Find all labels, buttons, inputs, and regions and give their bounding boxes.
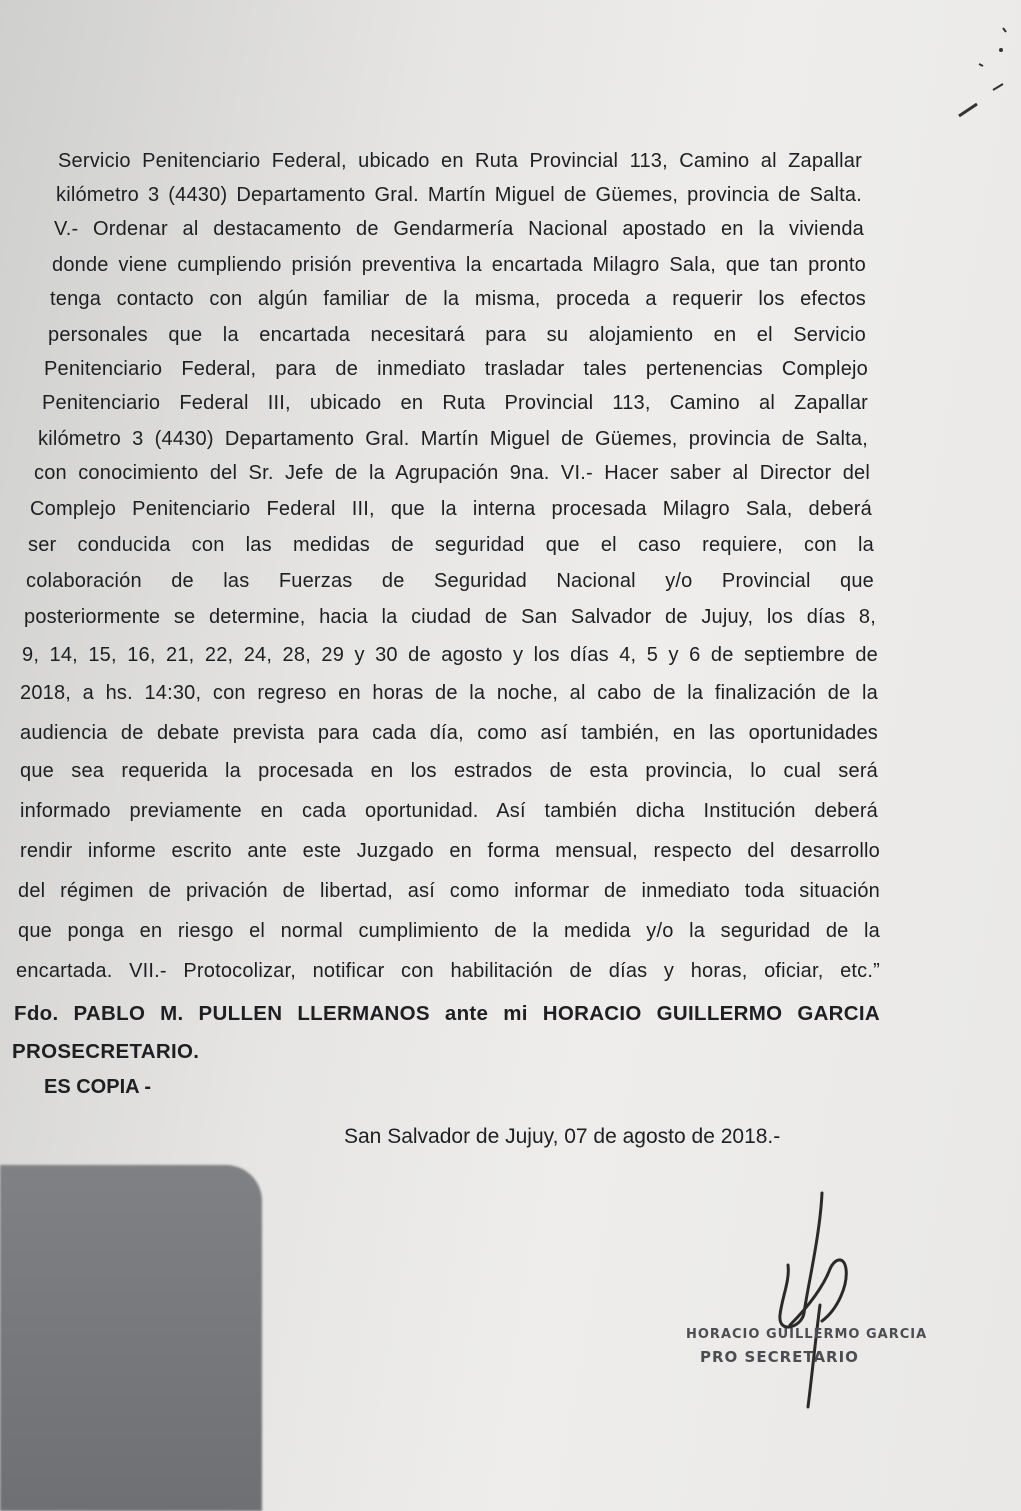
body-line: encartada. VII.- Protocolizar, notificar con habilitación de días y horas, oficiar, etc.” xyxy=(16,960,880,982)
stamp-name: HORACIO GUILLERMO GARCIA xyxy=(686,1327,928,1342)
body-line: personales que la encartada necesitará para su alojamiento en el Servicio xyxy=(48,324,866,346)
handwritten-signature xyxy=(760,1185,900,1415)
body-line: donde viene cumpliendo prisión preventiva la encartada Milagro Sala, que tan pronto xyxy=(52,254,866,276)
body-line: kilómetro 3 (4430) Departamento Gral. Martín Miguel de Güemes, provincia de Salta. xyxy=(56,184,862,206)
body-line: V.- Ordenar al destacamento de Gendarmería Nacional apostado en la vivienda xyxy=(54,218,864,240)
body-line: Penitenciario Federal III, ubicado en Ruta Provincial 113, Camino al Zapallar xyxy=(42,392,868,414)
official-stamp xyxy=(686,1327,928,1366)
body-line: tenga contacto con algún familiar de la misma, proceda a requerir los efectos xyxy=(50,288,866,310)
edge-marks xyxy=(953,20,1013,130)
body-line: que sea requerida la procesada en los estrados de esta provincia, lo cual será xyxy=(20,760,878,782)
body-line: ser conducida con las medidas de seguridad que el caso requiere, con la xyxy=(28,534,874,556)
body-line: colaboración de las Fuerzas de Seguridad Nacional y/o Provincial que xyxy=(26,570,874,592)
body-line: informado previamente en cada oportunidad. Así también dicha Institución deberá xyxy=(20,800,878,822)
es-copia-label: ES COPIA - xyxy=(44,1076,152,1098)
signed-title: PROSECRETARIO. xyxy=(12,1040,200,1063)
stamp-title: PRO SECRETARIO xyxy=(700,1348,859,1366)
phone-shadow xyxy=(0,1165,262,1511)
body-line: posteriormente se determine, hacia la ciudad de San Salvador de Jujuy, los días 8, xyxy=(24,606,876,628)
body-line: 2018, a hs. 14:30, con regreso en horas de la noche, al cabo de la finalización de la xyxy=(20,682,878,704)
body-line: 9, 14, 15, 16, 21, 22, 24, 28, 29 y 30 de agosto y los días 4, 5 y 6 de septiembre de xyxy=(22,644,878,666)
body-line: audiencia de debate prevista para cada día, como así también, en las oportunidades xyxy=(20,722,878,744)
place-date: San Salvador de Jujuy, 07 de agosto de 2018.- xyxy=(344,1125,781,1148)
body-line: Complejo Penitenciario Federal III, que la interna procesada Milagro Sala, deberá xyxy=(30,498,872,520)
body-line: rendir informe escrito ante este Juzgado en forma mensual, respecto del desarrollo xyxy=(20,840,880,862)
body-line: Penitenciario Federal, para de inmediato trasladar tales pertenencias Complejo xyxy=(44,358,868,380)
body-line: del régimen de privación de libertad, así como informar de inmediato toda situación xyxy=(18,880,880,902)
body-line: con conocimiento del Sr. Jefe de la Agrupación 9na. VI.- Hacer saber al Director del xyxy=(34,462,870,484)
signed-line: Fdo. PABLO M. PULLEN LLERMANOS ante mi HORACIO GUILLERMO GARCIA xyxy=(14,1002,880,1025)
body-line: kilómetro 3 (4430) Departamento Gral. Martín Miguel de Güemes, provincia de Salta, xyxy=(38,428,868,450)
body-line: que ponga en riesgo el normal cumplimiento de la medida y/o la seguridad de la xyxy=(18,920,880,942)
body-line: Servicio Penitenciario Federal, ubicado en Ruta Provincial 113, Camino al Zapallar xyxy=(58,150,862,172)
